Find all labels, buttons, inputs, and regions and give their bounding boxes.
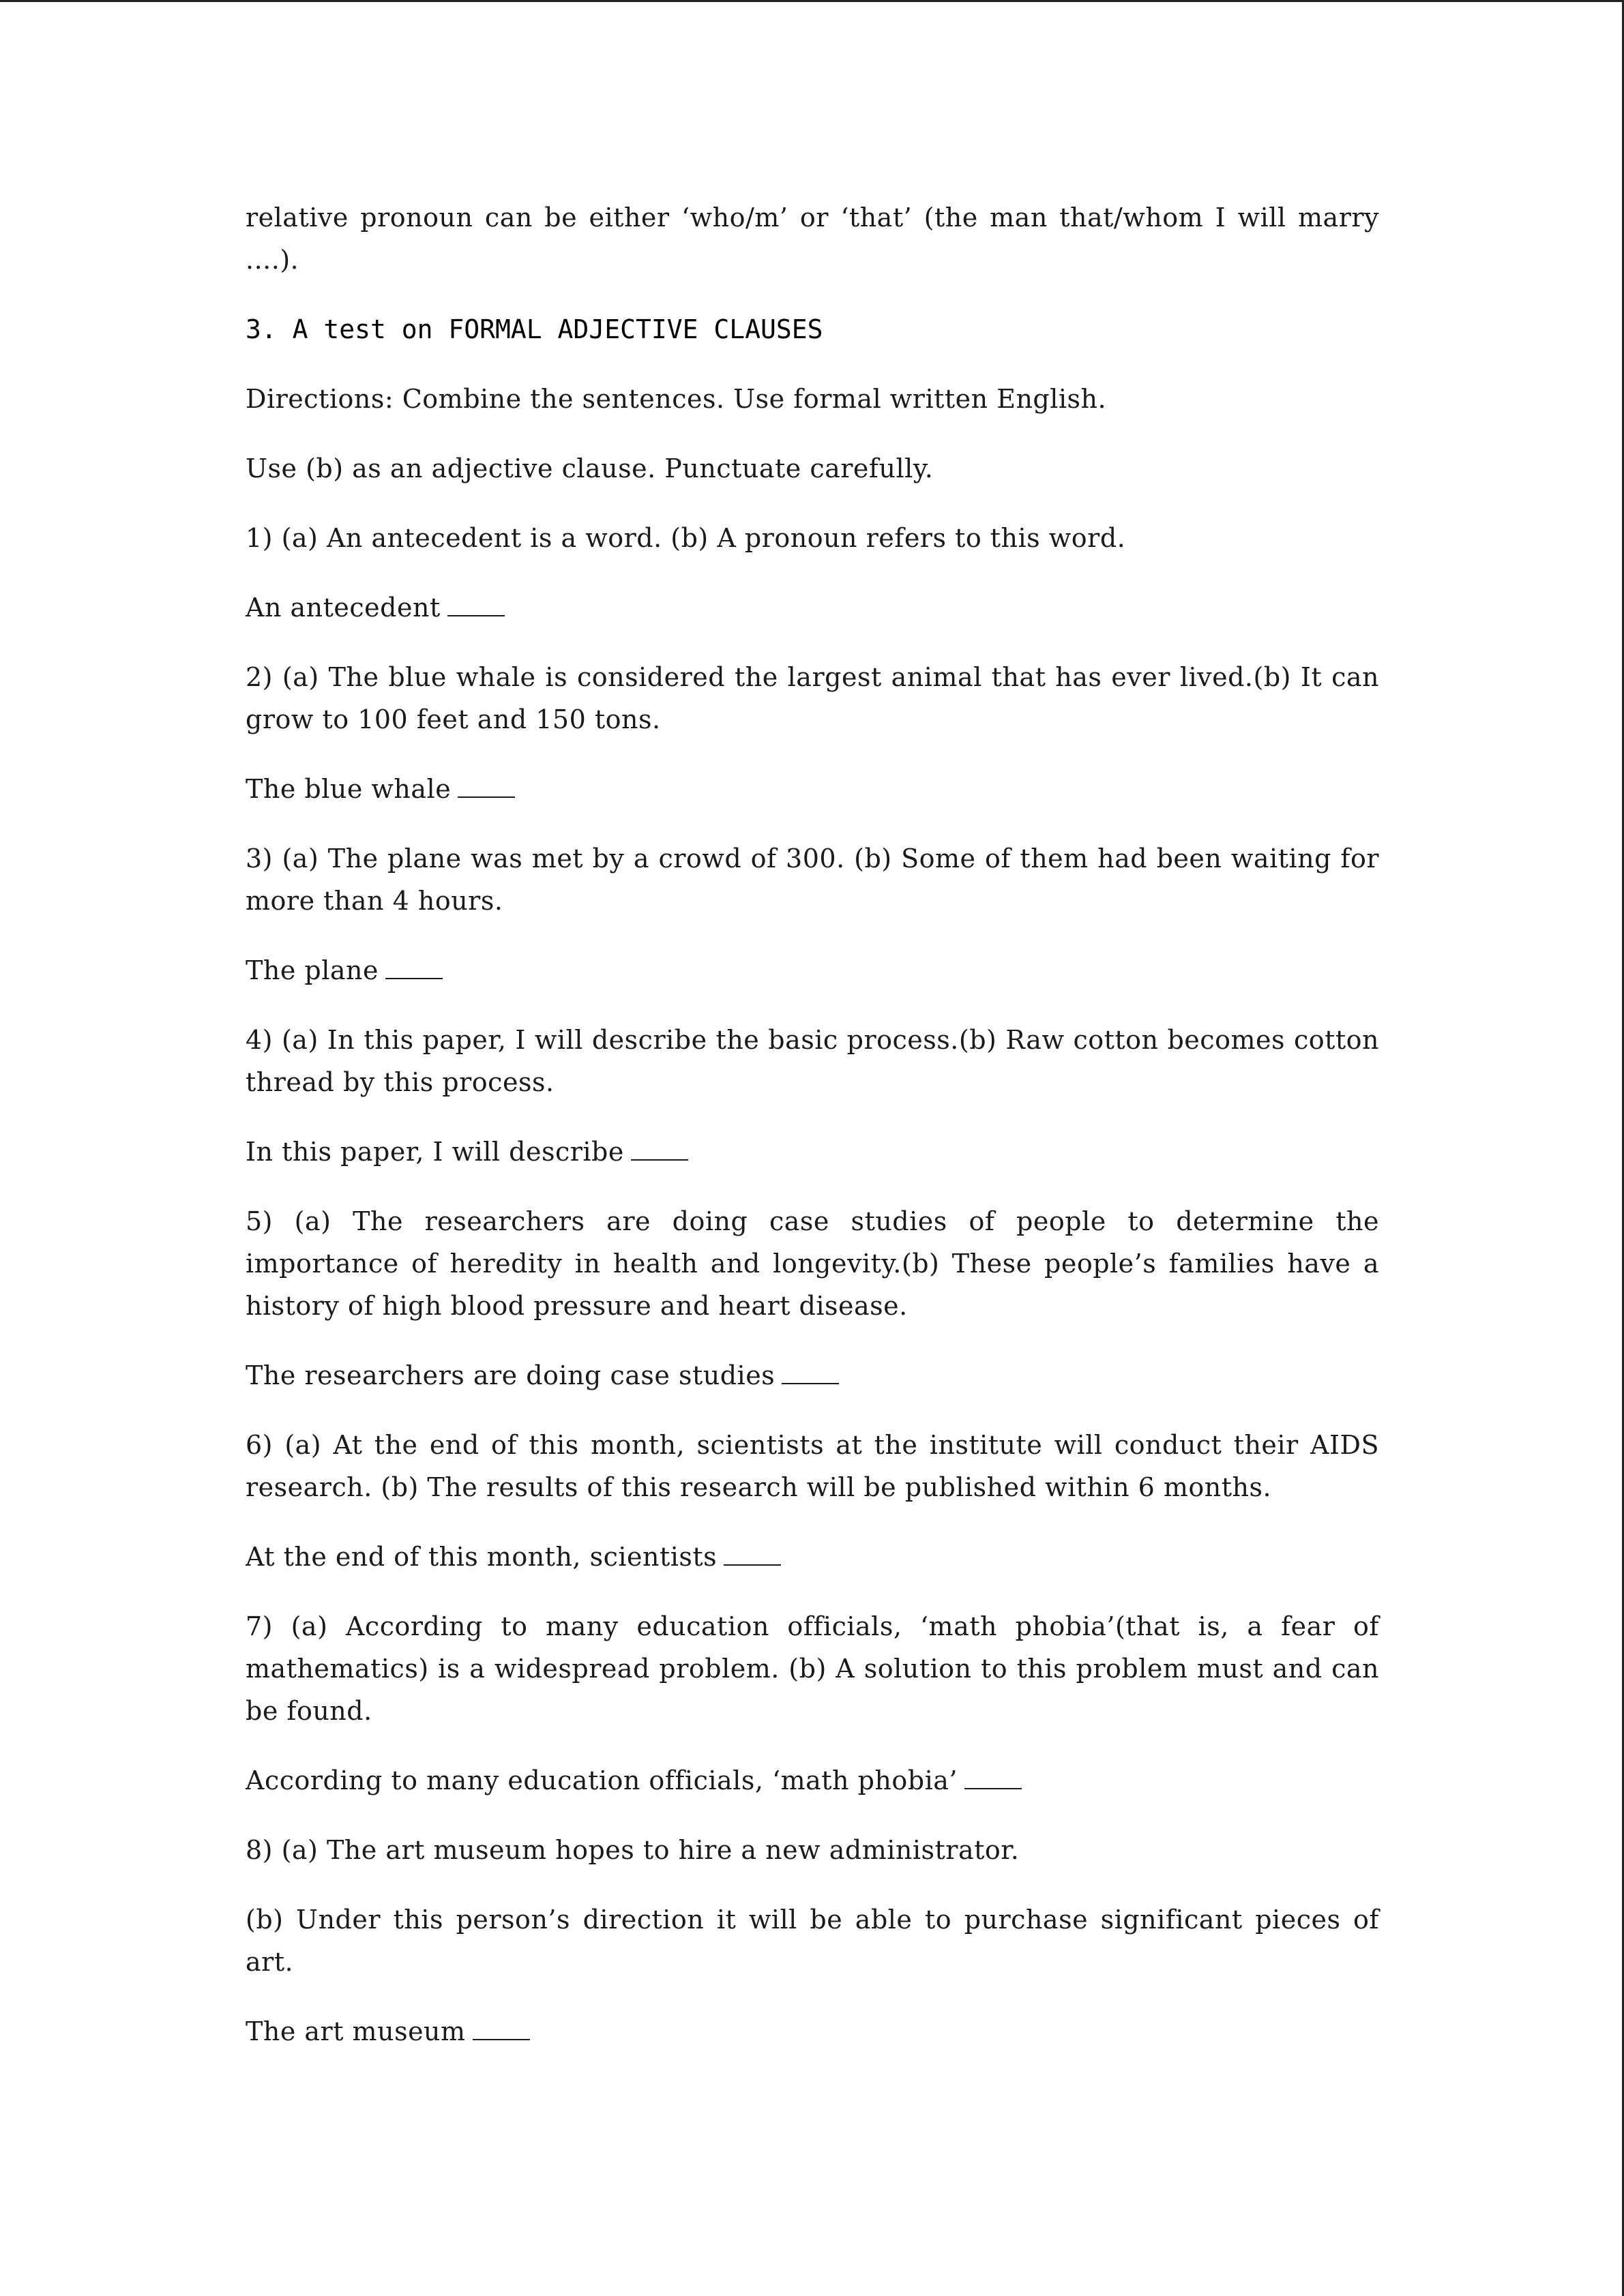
instruction-text: Use (b) as an adjective clause. Punctuate carefully. (246, 453, 934, 483)
question-prompt-2: 2) (a) The blue whale is considered the largest animal that has ever lived.(b) It can grow to 100 feet and 150 tons. (246, 662, 1388, 734)
answer-line-7 (246, 1759, 1379, 1802)
answer-blank-5[interactable] (782, 1356, 839, 1384)
question-prompt-7: 7) (a) According to many education officials, ‘math phobia’(that is, a fear of mathematics) is a widespread problem. (b) A solution to this problem must and can be found. (246, 1611, 1388, 1726)
question-prompt-8: 8) (a) The art museum hopes to hire a new administrator. (246, 1835, 1020, 1865)
answer-start-4: In this paper, I will describe (246, 1137, 624, 1167)
question-prompt-1: 1) (a) An antecedent is a word. (b) A pronoun refers to this word. (246, 523, 1126, 553)
answer-start-5: The researchers are doing case studies (246, 1360, 776, 1390)
answer-blank-4[interactable] (631, 1132, 688, 1161)
answer-blank-7[interactable] (964, 1761, 1022, 1789)
answer-blank-8[interactable] (473, 2012, 530, 2040)
answer-blank-3[interactable] (385, 951, 443, 979)
document-body (246, 196, 1388, 2080)
question-prompt-6: 6) (a) At the end of this month, scientists at the institute will conduct their AIDS research. (b) The results of this research will be published within 6 months. (246, 1430, 1388, 1502)
answer-start-7: According to many education officials, ‘math phobia’ (246, 1765, 958, 1795)
question-prompt-3: 3) (a) The plane was met by a crowd of 300. (b) Some of them had been waiting for more than 4 hours. (246, 844, 1388, 916)
answer-start-1: An antecedent (246, 593, 441, 623)
answer-start-2: The blue whale (246, 774, 452, 804)
section-heading: 3. A test on FORMAL ADJECTIVE CLAUSES (246, 314, 823, 344)
answer-line-2 (246, 768, 1379, 810)
answer-start-3: The plane (246, 955, 379, 985)
answer-blank-2[interactable] (458, 769, 515, 798)
answer-start-8: The art museum (246, 2016, 466, 2046)
answer-blank-1[interactable] (447, 588, 505, 616)
answer-start-6: At the end of this month, scientists (246, 1542, 718, 1572)
question-prompt-5: 5) (a) The researchers are doing case studies of people to determine the importance of heredity in health and longevity.(b) These people’s families have a history of high blood pressure and heart disease. (246, 1206, 1388, 1321)
page-border-top (0, 0, 1624, 2)
answer-line-3 (246, 949, 1379, 992)
answer-line-8 (246, 2010, 1379, 2053)
answer-blank-6[interactable] (724, 1537, 781, 1566)
directions-text: Directions: Combine the sentences. Use formal written English. (246, 384, 1107, 414)
answer-line-4 (246, 1131, 1379, 1173)
answer-line-6 (246, 1536, 1379, 1578)
answer-line-5 (246, 1354, 1379, 1397)
answer-line-1 (246, 586, 1379, 629)
intro-continuation: relative pronoun can be either ‘who/m’ or ‘that’ (the man that/whom I will marry ....). (246, 203, 1388, 275)
question-prompt-4: 4) (a) In this paper, I will describe the basic process.(b) Raw cotton becomes cotton thread by this process. (246, 1025, 1388, 1097)
question-prompt-8b: (b) Under this person’s direction it will be able to purchase significant pieces of art. (246, 1905, 1388, 1977)
